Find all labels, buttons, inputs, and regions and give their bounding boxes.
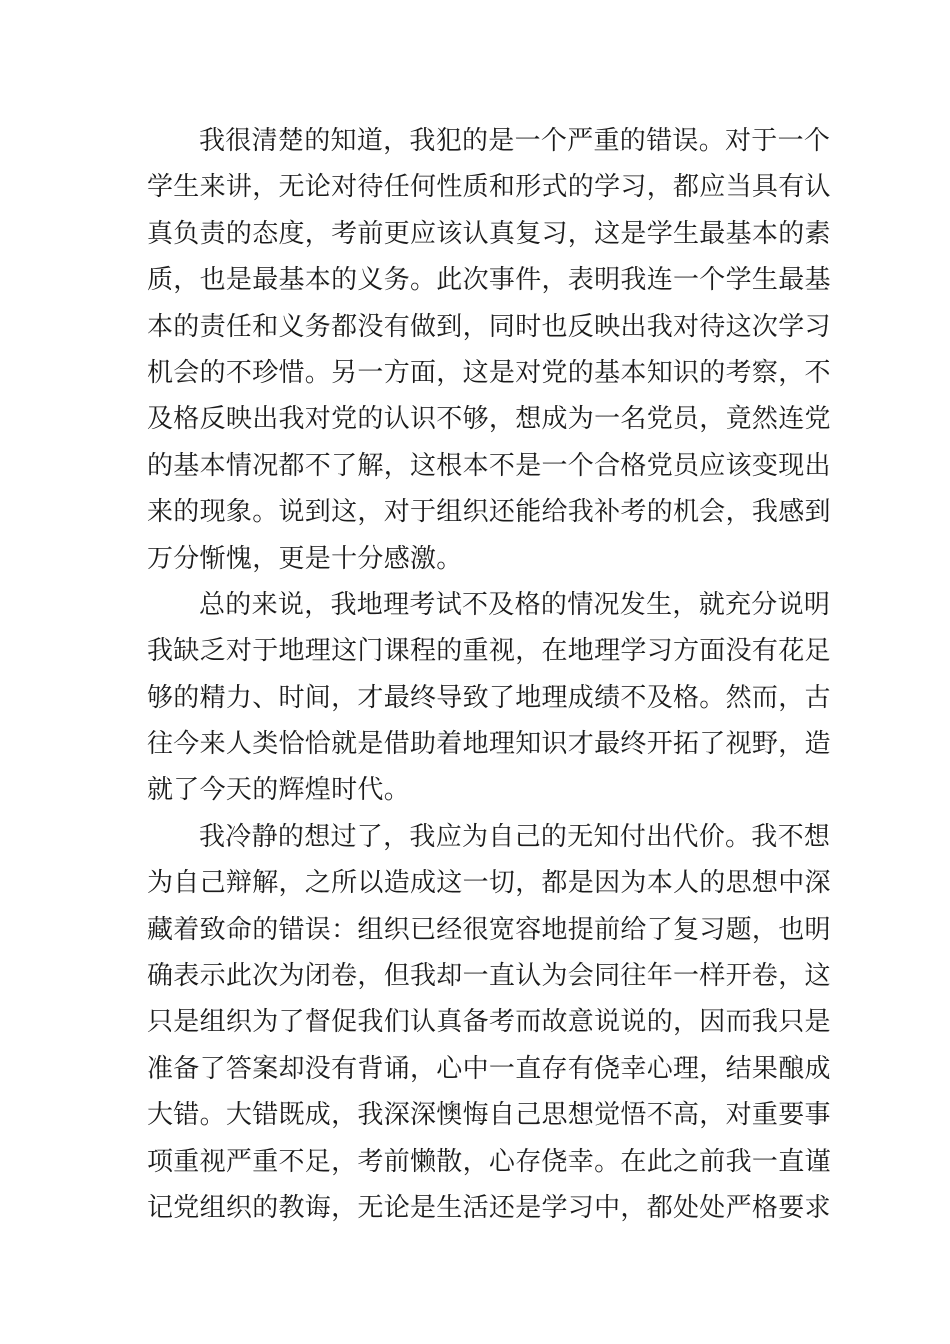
paragraph-line: 就了今天的辉煌时代。	[147, 775, 411, 806]
paragraph-line: 真负责的态度，考前更应该认真复习，这是学生最基本的素	[147, 218, 831, 249]
paragraph-line: 够的精力、时间，才最终导致了地理成绩不及格。然而，古	[147, 682, 831, 713]
paragraph-line: 记党组织的教诲，无论是生活还是学习中，都处处严格要求	[147, 1192, 831, 1223]
paragraph-line: 我很清楚的知道，我犯的是一个严重的错误。对于一个	[199, 126, 831, 156]
paragraph-line: 万分惭愧，更是十分感激。	[147, 543, 463, 574]
paragraph-line: 藏着致命的错误：组织已经很宽容地提前给了复习题，也明	[147, 914, 831, 945]
paragraph-line: 质，也是最基本的义务。此次事件，表明我连一个学生最基	[147, 265, 831, 296]
paragraph-line: 及格反映出我对党的认识不够，想成为一名党员，竟然连党	[147, 404, 831, 435]
paragraph-line: 往今来人类恰恰就是借助着地理知识才最终开拓了视野，造	[147, 729, 831, 760]
paragraph-3	[147, 814, 831, 1232]
paragraph-line: 总的来说，我地理考试不及格的情况发生，就充分说明	[199, 589, 831, 620]
paragraph-1	[147, 118, 831, 582]
paragraph-line: 学生来讲，无论对待任何性质和形式的学习，都应当具有认	[147, 172, 831, 203]
paragraph-line: 准备了答案却没有背诵，心中一直存有侥幸心理，结果酿成	[147, 1053, 831, 1084]
paragraph-line: 来的现象。说到这，对于组织还能给我补考的机会，我感到	[147, 497, 831, 528]
paragraph-line: 大错。大错既成，我深深懊悔自己思想觉悟不高，对重要事	[147, 1100, 831, 1131]
document-body	[147, 118, 831, 1231]
paragraph-line: 机会的不珍惜。另一方面，这是对党的基本知识的考察，不	[147, 357, 831, 388]
paragraph-line: 项重视严重不足，考前懒散，心存侥幸。在此之前我一直谨	[147, 1146, 831, 1177]
paragraph-line: 只是组织为了督促我们认真备考而故意说说的，因而我只是	[147, 1007, 831, 1038]
paragraph-line: 本的责任和义务都没有做到，同时也反映出我对待这次学习	[147, 311, 831, 342]
paragraph-line: 我缺乏对于地理这门课程的重视，在地理学习方面没有花足	[147, 636, 831, 667]
paragraph-line: 为自己辩解，之所以造成这一切，都是因为本人的思想中深	[147, 868, 831, 899]
paragraph-line: 我冷静的想过了，我应为自己的无知付出代价。我不想	[199, 821, 831, 852]
paragraph-line: 确表示此次为闭卷，但我却一直认为会同往年一样开卷，这	[147, 961, 831, 992]
paragraph-2	[147, 582, 831, 814]
paragraph-line: 的基本情况都不了解，这根本不是一个合格党员应该变现出	[147, 450, 831, 481]
